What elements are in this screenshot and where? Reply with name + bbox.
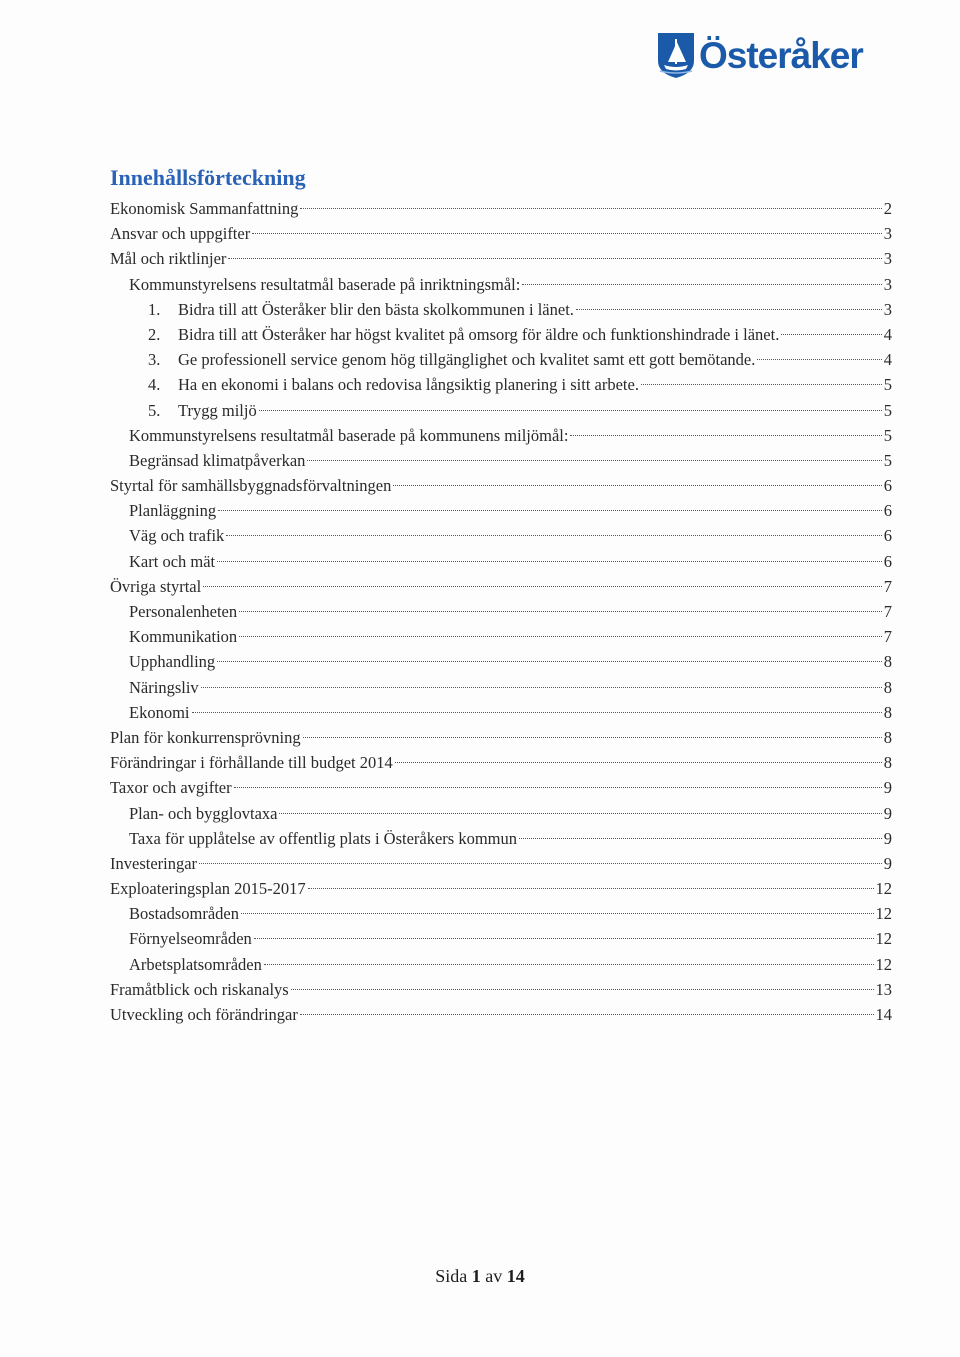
toc-entry-page-number: 7 (883, 602, 892, 621)
toc-entry-label: Exploateringsplan 2015-2017 (110, 879, 306, 899)
page-footer (0, 1266, 960, 1287)
toc-entry-page-number: 8 (883, 727, 892, 747)
toc-entry-page-number: 12 (875, 929, 892, 949)
toc-entry[interactable] (110, 423, 892, 448)
toc-entry-label: Bidra till att Österåker blir den bästa skolkommunen i länet. (178, 299, 574, 319)
toc-entry-label: Förändringar i förhållande till budget 2014 (110, 753, 393, 773)
dot-leader (300, 1014, 874, 1015)
toc-entry[interactable] (110, 372, 892, 397)
dot-leader (519, 838, 882, 839)
footer-total-pages: 14 (506, 1266, 525, 1286)
toc-entry-label: Trygg miljö (178, 400, 257, 420)
toc-entry-label: Kommunstyrelsens resultatmål baserade på kommunens miljömål: (129, 425, 569, 445)
dot-leader (252, 233, 882, 234)
toc-entry[interactable] (110, 322, 892, 347)
toc-entry-page-number: 5 (883, 400, 892, 420)
dot-leader (228, 258, 881, 259)
toc-entry[interactable] (110, 297, 892, 322)
dot-leader (279, 813, 881, 814)
toc-entry[interactable] (110, 952, 892, 977)
toc-entry-page-number: 8 (883, 677, 892, 697)
toc-entry-page-number: 12 (875, 879, 892, 899)
toc-entry[interactable] (110, 649, 892, 674)
toc-entry-label: Arbetsplatsområden (129, 954, 262, 974)
toc-entry[interactable] (110, 473, 892, 498)
toc-entry[interactable] (110, 675, 892, 700)
toc-entry[interactable] (110, 246, 892, 271)
toc-entry[interactable] (110, 624, 892, 649)
toc-entry-label: Ekonomi (129, 702, 190, 722)
toc-entry[interactable] (110, 599, 892, 624)
toc-entry-number: 2. (148, 324, 161, 344)
dot-leader (570, 435, 881, 436)
dot-leader (217, 661, 882, 662)
toc-entry-page-number: 3 (883, 299, 892, 319)
toc-entry[interactable] (110, 498, 892, 523)
dot-leader (264, 964, 874, 965)
dot-leader (239, 611, 882, 612)
footer-sida-label: Sida (435, 1266, 468, 1286)
municipality-crest-icon (656, 31, 696, 79)
dot-leader (234, 787, 882, 788)
toc-entry[interactable] (110, 977, 892, 1002)
toc-entry-number: 1. (148, 299, 161, 319)
toc-entry-label: Upphandling (129, 652, 216, 672)
toc-entry-label: Övriga styrtal (110, 576, 202, 596)
toc-entry-page-number: 9 (883, 828, 892, 848)
toc-entry-label: Styrtal för samhällsbyggnadsförvaltningen (110, 476, 392, 496)
dot-leader (291, 989, 874, 990)
toc-entry[interactable] (110, 549, 892, 574)
dot-leader (259, 410, 882, 411)
toc-entry-label: Kart och mät (129, 551, 216, 571)
toc-entry-label: Ha en ekonomi i balans och redovisa långsiktig planering i sitt arbete. (178, 375, 639, 395)
toc-entry-label: Ge professionell service genom hög tillgänglighet och kvalitet samt ett gott bemötande. (178, 350, 756, 370)
toc-entry-page-number: 8 (883, 652, 892, 672)
toc-entry-page-number: 8 (883, 753, 892, 773)
toc-entry-page-number: 8 (883, 702, 892, 722)
toc-entry-label: Framåtblick och riskanalys (110, 979, 289, 999)
toc-entry-page-number: 4 (883, 324, 892, 344)
toc-entry-label: Begränsad klimatpåverkan (129, 450, 306, 470)
toc-entry[interactable] (110, 196, 892, 221)
dot-leader (395, 762, 882, 763)
toc-entry[interactable] (110, 574, 892, 599)
toc-entry[interactable] (110, 801, 892, 826)
toc-entry-page-number: 3 (883, 224, 892, 244)
toc-entry-label: Bidra till att Österåker har högst kvalitet på omsorg för äldre och funktionshindrade i länet. (178, 324, 780, 344)
toc-entry[interactable] (110, 700, 892, 725)
toc-entry-label: Ekonomisk Sammanfattning (110, 199, 299, 218)
toc-entry-label: Kommunikation (129, 627, 238, 647)
toc-entry[interactable] (110, 1002, 892, 1027)
toc-entry-page-number: 13 (875, 979, 892, 999)
dot-leader (217, 561, 882, 562)
dot-leader (300, 208, 881, 209)
dot-leader (254, 938, 874, 939)
toc-entry-page-number: 5 (883, 375, 892, 395)
dot-leader (308, 888, 874, 889)
dot-leader (201, 687, 882, 688)
toc-entry-page-number: 2 (883, 199, 892, 218)
dot-leader (218, 510, 882, 511)
toc-entry[interactable] (110, 725, 892, 750)
dot-leader (303, 737, 882, 738)
toc-entry-page-number: 7 (883, 576, 892, 596)
toc-entry[interactable] (110, 775, 892, 800)
toc-entry-number: 5. (148, 400, 161, 420)
toc-entry[interactable] (110, 448, 892, 473)
toc-entry-label: Utveckling och förändringar (110, 1005, 298, 1024)
toc-entry-label: Investeringar (110, 853, 198, 873)
toc-entry-label: Kommunstyrelsens resultatmål baserade på inriktningsmål: (129, 274, 521, 294)
toc-entry[interactable] (110, 398, 892, 423)
toc-entry-page-number: 3 (883, 249, 892, 269)
dot-leader (199, 863, 882, 864)
toc-entry-page-number: 6 (883, 551, 892, 571)
toc-entry-page-number: 6 (883, 526, 892, 546)
toc-entry-label: Ansvar och uppgifter (110, 224, 251, 244)
toc-entry-label: Näringsliv (129, 677, 199, 697)
osteraker-logo (656, 30, 863, 80)
toc-entry-page-number: 9 (883, 778, 892, 798)
toc-entry[interactable] (110, 876, 892, 901)
dot-leader (641, 384, 882, 385)
toc-entry-page-number: 9 (883, 853, 892, 873)
toc-title: Innehållsförteckning (110, 165, 306, 190)
toc-entry[interactable] (110, 523, 892, 548)
dot-leader (522, 284, 881, 285)
dot-leader (393, 485, 881, 486)
toc-entry-label: Taxa för upplåtelse av offentlig plats i Österåkers kommun (129, 828, 518, 848)
footer-current-page: 1 (471, 1266, 481, 1286)
toc-entry-page-number: 3 (883, 274, 892, 294)
toc-entry-page-number: 6 (883, 501, 892, 521)
toc-entry-label: Plan för konkurrensprövning (110, 727, 301, 747)
toc-entry-number: 3. (148, 350, 161, 370)
table-of-contents (110, 196, 892, 1027)
dot-leader (576, 309, 882, 310)
toc-entry-page-number: 7 (883, 627, 892, 647)
toc-entry-label: Mål och riktlinjer (110, 249, 227, 269)
logo-wordmark: Österåker (699, 34, 863, 76)
toc-entry-label: Taxor och avgifter (110, 778, 232, 798)
toc-entry[interactable] (110, 272, 892, 297)
dot-leader (203, 586, 882, 587)
toc-entry-label: Bostadsområden (129, 904, 239, 924)
toc-entry-page-number: 4 (883, 350, 892, 370)
footer-av-label: av (485, 1266, 503, 1286)
toc-entry-label: Förnyelseområden (129, 929, 252, 949)
dot-leader (239, 636, 882, 637)
toc-entry-page-number: 12 (875, 954, 892, 974)
toc-entry[interactable] (110, 826, 892, 851)
toc-entry-label: Väg och trafik (129, 526, 225, 546)
toc-entry-page-number: 5 (883, 450, 892, 470)
dot-leader (226, 535, 881, 536)
dot-leader (781, 334, 881, 335)
toc-entry-page-number: 6 (883, 476, 892, 496)
toc-entry[interactable] (110, 221, 892, 246)
toc-entry-label: Plan- och bygglovtaxa (129, 803, 278, 823)
toc-entry[interactable] (110, 926, 892, 951)
toc-entry[interactable] (110, 851, 892, 876)
dot-leader (307, 460, 881, 461)
dot-leader (757, 359, 881, 360)
toc-entry-page-number: 14 (875, 1005, 892, 1024)
toc-entry[interactable] (110, 901, 892, 926)
toc-entry-label: Planläggning (129, 501, 217, 521)
dot-leader (241, 913, 874, 914)
toc-entry[interactable] (110, 750, 892, 775)
toc-entry-label: Personalenheten (129, 602, 238, 621)
toc-entry[interactable] (110, 347, 892, 372)
toc-entry-page-number: 9 (883, 803, 892, 823)
toc-entry-number: 4. (148, 375, 161, 395)
toc-entry-page-number: 12 (875, 904, 892, 924)
toc-entry-page-number: 5 (883, 425, 892, 445)
dot-leader (192, 712, 882, 713)
